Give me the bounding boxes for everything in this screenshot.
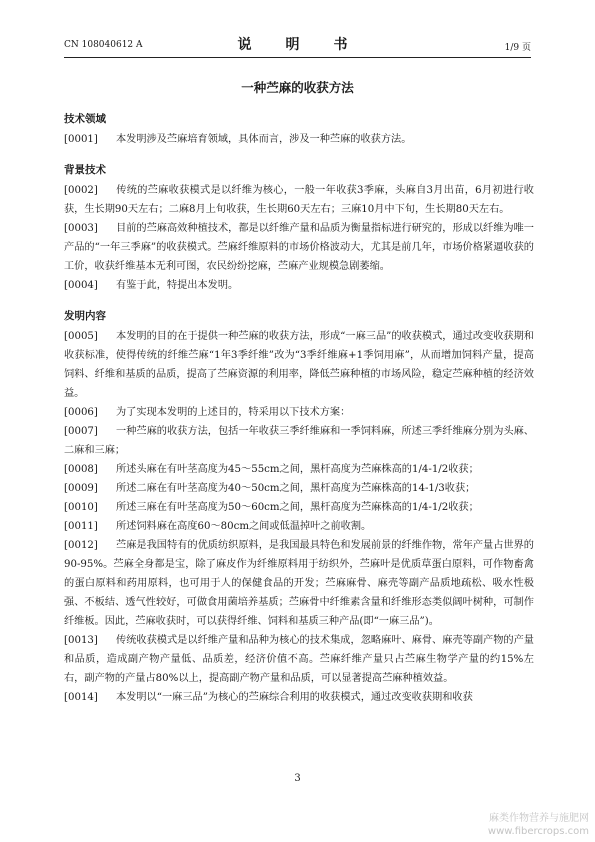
- page-header: [64, 34, 531, 54]
- paragraph: [64, 422, 534, 460]
- section-gap: [64, 295, 534, 305]
- patent-number: CN 108040612 A: [64, 40, 143, 50]
- paragraph: [64, 403, 534, 422]
- paragraph: [64, 219, 534, 276]
- paragraph-number: [0009]: [64, 483, 98, 494]
- paragraph-number: [0001]: [64, 134, 98, 145]
- paragraph-text: 所述二麻在有叶茎高度为40～50cm之间，黑杆高度为苎麻株高的14-1/3收获；: [116, 483, 476, 494]
- paragraph-text: 本发明的目的在于提供一种苎麻的收获方法，形成“一麻三品”的收获模式，通过改变收获期和收获标准，使得传统的纤维苎麻“1年3季纤维”改为“3季纤维麻+1季饲用麻”，从而增加饲料产量，提高饲料、纤维和基质的品质，提高了苎麻资源的利用率，降低苎麻种植的市场风险，稳定苎麻种植的经济效益。: [64, 331, 534, 399]
- paragraph-number: [0008]: [64, 464, 98, 475]
- paragraph: [64, 631, 534, 688]
- paragraph-text: 所述头麻在有叶茎高度为45～55cm之间，黑杆高度为苎麻株高的1/4-1/2收获；: [116, 464, 479, 475]
- paragraph: [64, 327, 534, 403]
- section-heading: 背景技术: [64, 164, 106, 176]
- section-heading: 发明内容: [64, 310, 106, 322]
- page-count: 1/9 页: [504, 43, 531, 53]
- section-heading: 技术领域: [64, 113, 106, 125]
- paragraph-number: [0005]: [64, 331, 98, 342]
- paragraph: [64, 688, 534, 707]
- document-body: [64, 108, 534, 707]
- paragraph-text: 苎麻是我国特有的优质纺织原料，是我国最具特色和发展前景的纤维作物，常年产量占世界的90-95%。苎麻全身都是宝，除了麻皮作为纤维原料用于纺织外，苎麻叶是优质草蛋白原料，可作物畜禽的蛋白原料和药用原料，也可用于人的保健食品的开发；苎麻麻骨、麻壳等副产品质地疏松、吸水性极强、不板结、透气性较好，可做食用菌培养基质；苎麻骨中纤维素含量和纤维形态类似阔叶树种，可制作纤维板。因此，苎麻收获时，可以获得纤维、饲料和基质三种产品(即“一麻三品”)。: [64, 540, 534, 627]
- paragraph-number: [0010]: [64, 502, 98, 513]
- paragraph: [64, 536, 534, 631]
- section-gap: [64, 149, 534, 159]
- paragraph-number: [0003]: [64, 223, 98, 234]
- page-number: 3: [294, 773, 301, 784]
- watermark: [488, 812, 589, 838]
- paragraph-number: [0011]: [64, 521, 98, 532]
- paragraph-text: 目前的苎麻高效种植技术，都是以纤维产量和品质为衡量指标进行研究的，形成以纤维为唯一产品的“一年三季麻”的收获模式。苎麻纤维原料的市场价格波动大，尤其是前几年，市场价格紧逼收获的工价，收获纤维基本无利可图，农民纷纷挖麻，苎麻产业规模急剧萎缩。: [64, 223, 534, 272]
- paragraph-text: 传统收获模式是以纤维产量和品种为核心的技术集成，忽略麻叶、麻骨、麻壳等副产物的产量和品质，造成副产物产量低、品质差，经济价值不高。苎麻纤维产量只占苎麻生物学产量的约15%左右，副产物的产量占80%以上，提高副产物产量和品质，可以显著提高苎麻种植效益。: [64, 635, 534, 684]
- paragraph-number: [0002]: [64, 185, 98, 196]
- paragraph-text: 有鉴于此，特提出本发明。: [116, 280, 239, 291]
- paragraph-text: 为了实现本发明的上述目的，特采用以下技术方案：: [116, 407, 351, 418]
- paragraph-number: [0013]: [64, 635, 98, 646]
- watermark-name: 麻类作物营养与施肥网: [489, 813, 589, 824]
- document-title: 一种苎麻的收获方法: [241, 80, 354, 95]
- paragraph-text: 本发明以“一麻三品”为核心的苎麻综合利用的收获模式，通过改变收获期和收获: [116, 692, 473, 703]
- paragraph-number: [0012]: [64, 540, 98, 551]
- paragraph-number: [0007]: [64, 426, 98, 437]
- document-type: 说 明 书: [237, 37, 358, 53]
- paragraph-text: 所述三麻在有叶茎高度为50～60cm之间，黑杆高度为苎麻株高的1/4-1/2收获；: [116, 502, 479, 513]
- paragraph: [64, 181, 534, 219]
- paragraph-number: [0006]: [64, 407, 98, 418]
- paragraph-number: [0014]: [64, 692, 98, 703]
- header-divider: [64, 57, 531, 58]
- paragraph: [64, 498, 534, 517]
- paragraph-number: [0004]: [64, 280, 98, 291]
- paragraph-text: 一种苎麻的收获方法，包括一年收获三季纤维麻和一季饲料麻，所述三季纤维麻分别为头麻、二麻和三麻；: [64, 426, 534, 456]
- paragraph: [64, 130, 534, 149]
- watermark-url: www.fibercrops.com: [487, 826, 589, 837]
- paragraph: [64, 517, 534, 536]
- paragraph: [64, 276, 534, 295]
- paragraph-text: 本发明涉及苎麻培育领域，具体而言，涉及一种苎麻的收获方法。: [116, 134, 412, 145]
- paragraph: [64, 460, 534, 479]
- paragraph-text: 传统的苎麻收获模式是以纤维为核心，一般一年收获3季麻，头麻自3月出苗，6月初进行收获，生长期90天左右；二麻8月上旬收获，生长期60天左右；三麻10月中下旬，生长期80天左右。: [64, 185, 534, 215]
- paragraph-text: 所述饲料麻在高度60～80cm之间或低温掉叶之前收割。: [116, 521, 372, 532]
- paragraph: [64, 479, 534, 498]
